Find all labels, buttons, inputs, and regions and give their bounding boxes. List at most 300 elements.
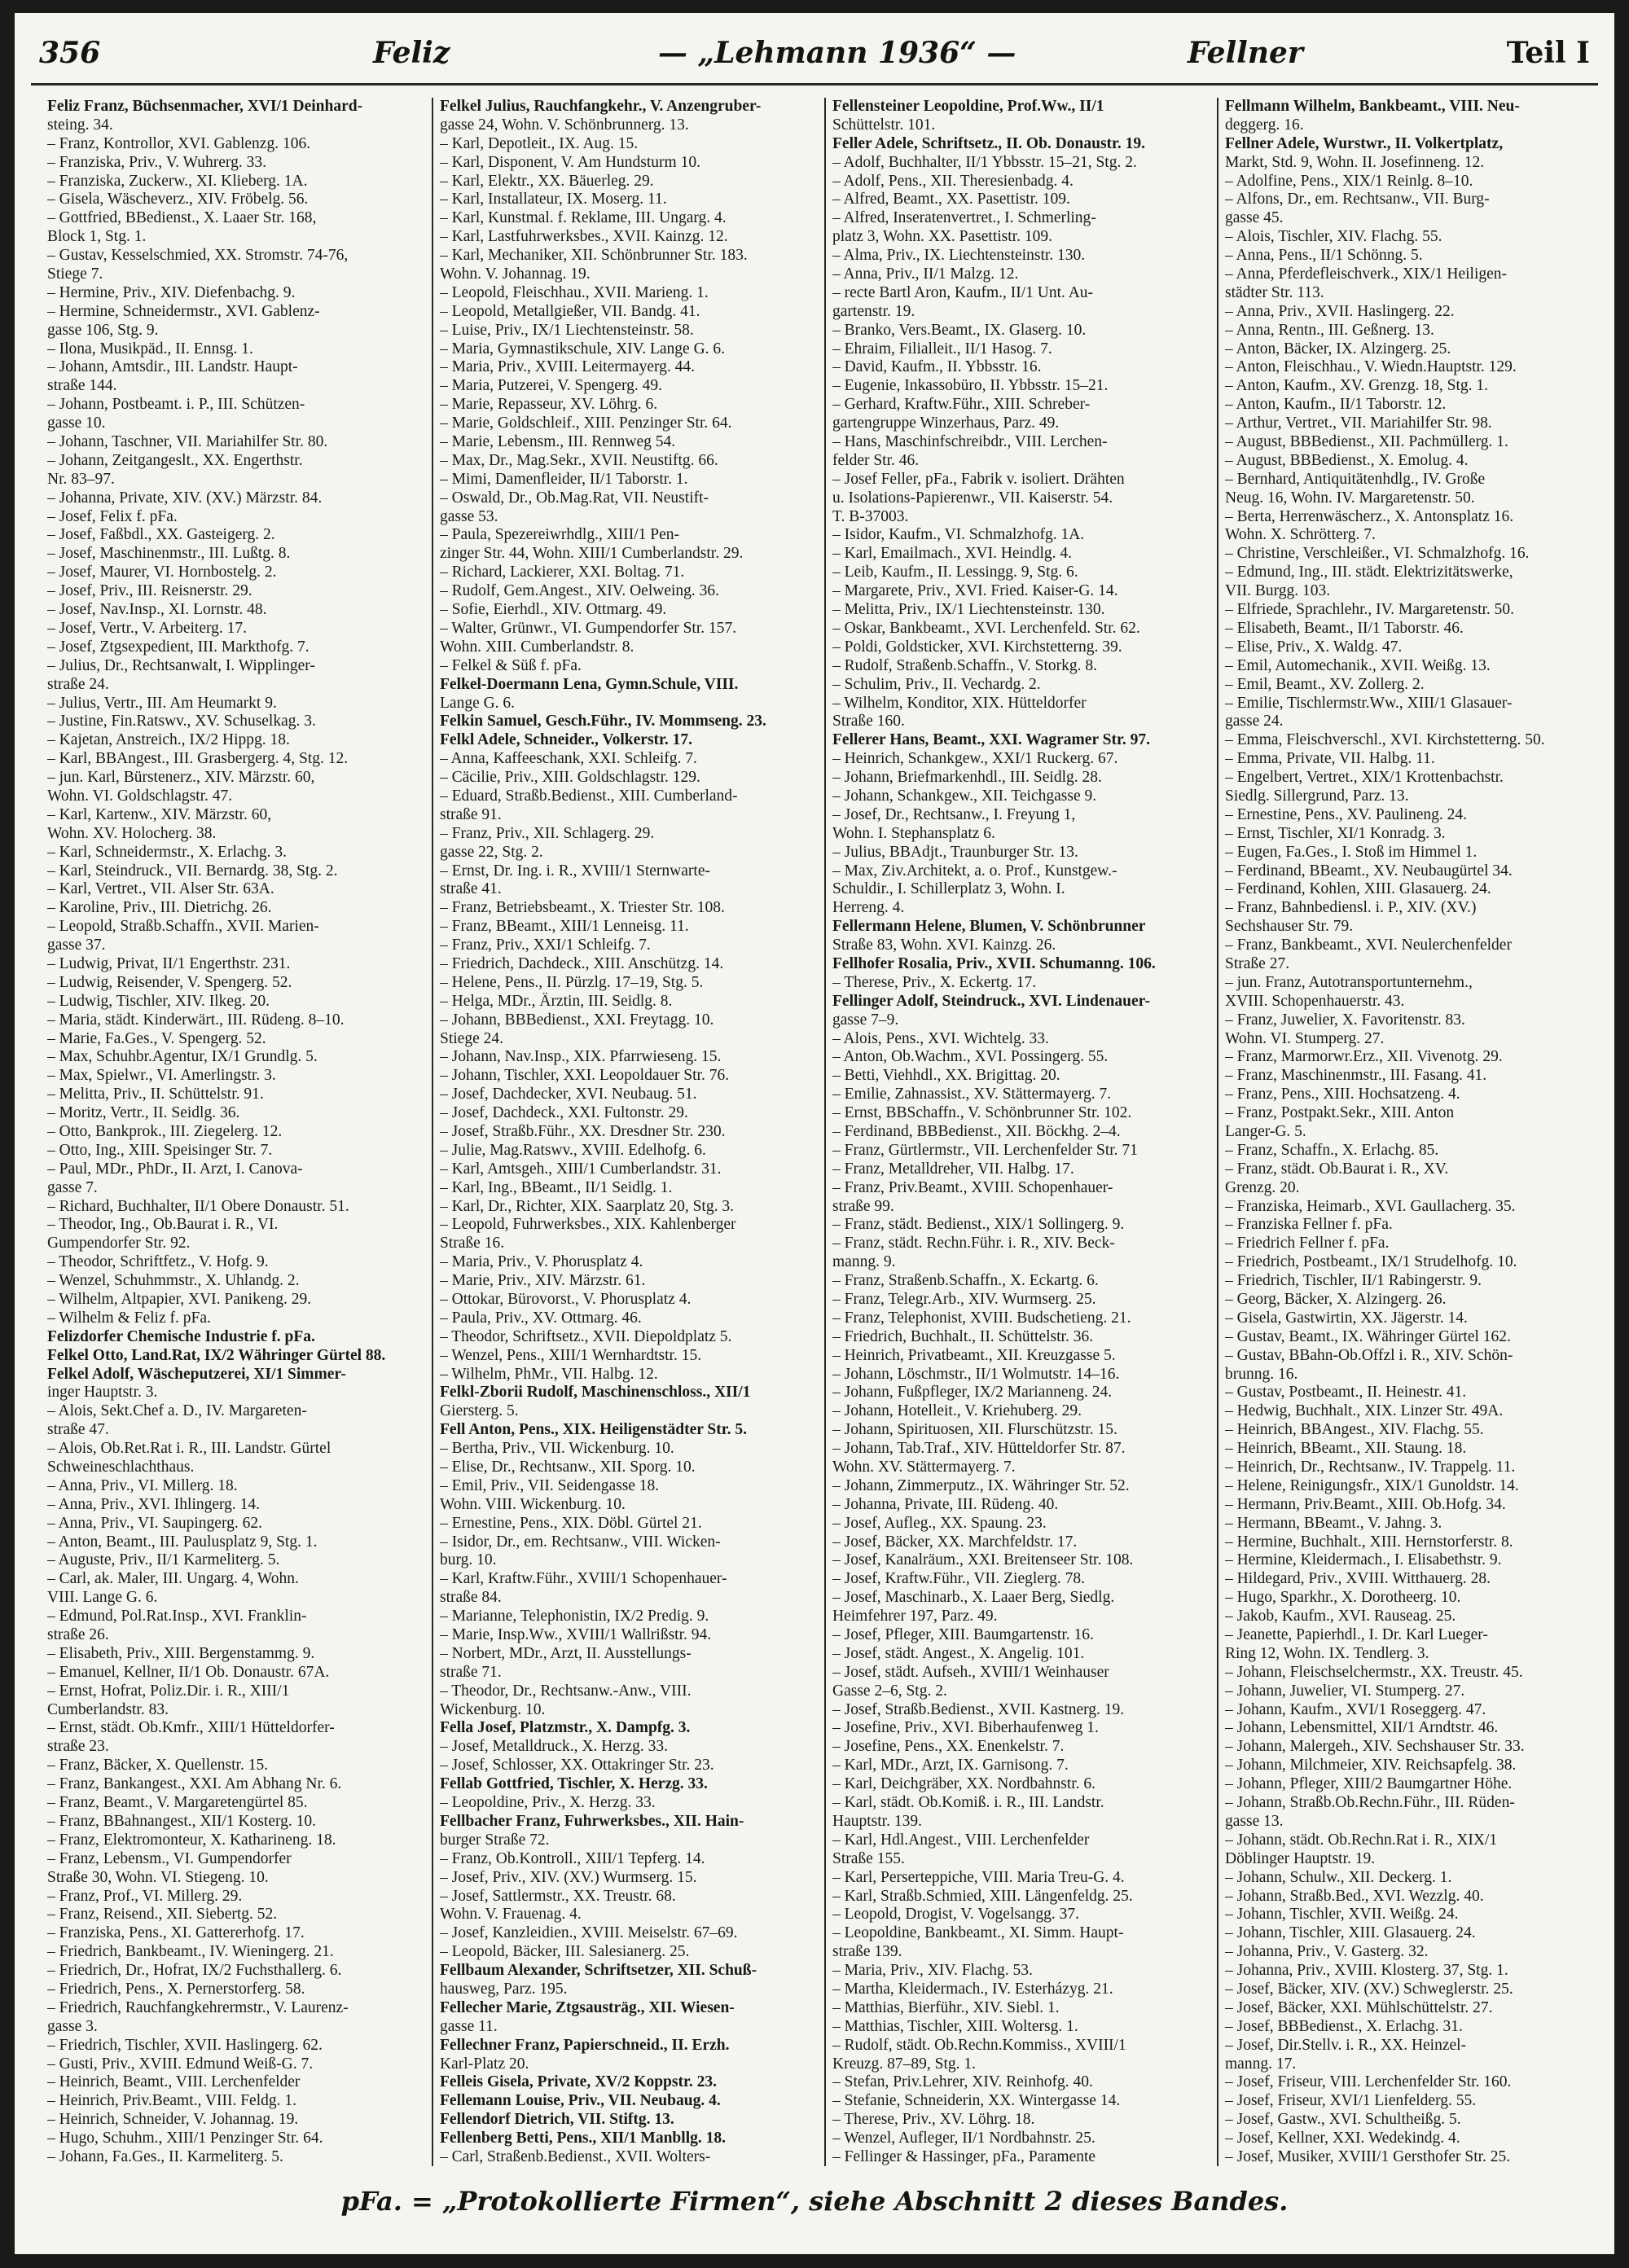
entry-line: – Max, Dr., Mag.Sekr., XVII. Neustiftg. 66.: [440, 451, 718, 469]
entry-heading: Felkel Julius, Rauchfangkehr., V. Anzengruber-: [440, 98, 762, 115]
entry-line: – August, BBBedienst., XII. Pachmüllerg. 1.: [1225, 433, 1508, 451]
entry-line: – Rudolf, städt. Ob.Rechn.Kommiss., XVIII/1: [832, 2036, 1126, 2054]
entry-line: – Matthias, Tischler, XIII. Woltersg. 1.: [832, 2017, 1078, 2035]
entry-line: – Ernst, Tischler, XI/1 Konradg. 3.: [1225, 824, 1446, 842]
entry-line: – Josef, Friseur, XVI/1 Lienfelderg. 55.: [1225, 2092, 1477, 2110]
entry-line: – Isidor, Dr., em. Rechtsanw., VIII. Wicken-: [440, 1533, 721, 1551]
entry-heading: Fellhofer Rosalia, Priv., XVII. Schumanng. 106.: [832, 954, 1156, 972]
entry-line: – Anton, Kaufm., XV. Grenzg. 18, Stg. 1.: [1225, 377, 1488, 395]
column-4: [1217, 98, 1598, 2166]
entry-heading: Fellensteiner Leopoldine, Prof.Ww., II/1: [832, 98, 1104, 115]
entry-line: – Heinrich, BBAngest., XIV. Flachg. 55.: [1225, 1421, 1484, 1439]
entry-line: – Franz, Bankbeamt., XVI. Neulerchenfelder: [1225, 937, 1512, 954]
entry-line: – Rudolf, Straßenb.Schaffn., V. Storkg. 8.: [832, 656, 1097, 674]
entry-line: – Heinrich, Priv.Beamt., VIII. Feldg. 1.: [47, 2092, 296, 2110]
entry-line: Wohn. VI. Goldschlagstr. 47.: [47, 787, 233, 805]
entry-line: – Elise, Dr., Rechtsanw., XII. Sporg. 10.: [440, 1459, 696, 1476]
entry-line: – Stefan, Priv.Lehrer, XIV. Reinhofg. 40.: [832, 2073, 1093, 2091]
entry-line: – Josef, städt. Aufseh., XVIII/1 Weinhauser: [832, 1663, 1109, 1681]
entry-line: – Johann, städt. Ob.Rechn.Rat i. R., XIX/1: [1225, 1831, 1498, 1849]
entry-line: – Engelbert, Vertret., XIX/1 Krottenbachstr.: [1225, 769, 1504, 787]
entry-heading: Feller Adele, Schriftsetz., II. Ob. Donaustr. 19.: [832, 134, 1146, 152]
entry-line: – Franz, Betriebsbeamt., X. Triester Str. 108.: [440, 899, 725, 917]
entry-line: – Eugenie, Inkassobüro, II. Ybbsstr. 15–21.: [832, 377, 1109, 395]
entry-line: – Johann, Straßb.Ob.Rechn.Führ., III. Rüden-: [1225, 1794, 1515, 1812]
entry-line: – Ernst, Hofrat, Poliz.Dir. i. R., XIII/1: [47, 1682, 290, 1700]
entry-line: – Franz, Telephonist, XVIII. Budschetieng. 21.: [832, 1309, 1131, 1327]
entry-line: – Johann, Taschner, VII. Mariahilfer Str. 80.: [47, 433, 328, 451]
entry-line: straße 139.: [832, 1943, 902, 1961]
entry-heading: Fellbacher Franz, Fuhrwerksbes., XII. Hain-: [440, 1812, 744, 1830]
entry-line: – Friedrich, Dachdeck., XIII. Anschützg. 14.: [440, 954, 724, 972]
entry-line: – Josef, Musiker, XVIII/1 Gersthofer Str. 25.: [1225, 2147, 1511, 2165]
entry-line: – Anna, Priv., XVII. Haslingerg. 22.: [1225, 302, 1455, 320]
entry-line: – Leopold, Bäcker, III. Salesianerg. 25.: [440, 1943, 690, 1961]
entry-line: – Franziska, Heimarb., XVI. Gaullacherg. 35.: [1225, 1197, 1516, 1215]
entry-line: – Anna, Priv., II/1 Malzg. 12.: [832, 265, 1019, 283]
entry-line: – Heinrich, Schankgew., XXI/1 Ruckerg. 67.: [832, 750, 1118, 768]
entry-line: Gumpendorfer Str. 92.: [47, 1235, 191, 1252]
entry-line: – Theodor, Schriftfetz., V. Hofg. 9.: [47, 1253, 269, 1271]
entry-line: – Karl, Kunstmal. f. Reklame, III. Ungarg. 4.: [440, 209, 727, 227]
entry-line: Schüttelstr. 101.: [832, 116, 936, 134]
entry-line: – Hans, Maschinfschreibdr., VIII. Lerchen-: [832, 433, 1108, 451]
entry-line: Langer-G. 5.: [1225, 1122, 1306, 1140]
entry-line: – Ilona, Musikpäd., II. Ennsg. 1.: [47, 340, 253, 358]
entry-line: – Anna, Priv., XVI. Ihlingerg. 14.: [47, 1495, 261, 1513]
entry-line: – Karl, BBAngest., III. Grasbergerg. 4, Stg. 12.: [47, 750, 349, 768]
entry-heading: Felleis Gisela, Private, XV/2 Koppstr. 23.: [440, 2073, 717, 2091]
entry-line: Grenzg. 20.: [1225, 1178, 1300, 1196]
entry-line: Wohn. XV. Holocherg. 38.: [47, 824, 217, 842]
entry-line: – Josef, Kanzleidien., XVIII. Meiselstr. 67–69.: [440, 1924, 738, 1942]
header-rule: [31, 83, 1598, 86]
entry-line: Schuldir., I. Schillerplatz 3, Wohn. I.: [832, 880, 1065, 898]
entry-heading: Fella Josef, Platzmstr., X. Dampfg. 3.: [440, 1719, 691, 1737]
entry-line: – Maria, städt. Kinderwärt., III. Rüdeng. 8–10.: [47, 1011, 345, 1029]
entry-line: – Karl, Mechaniker, XII. Schönbrunner Str. 183.: [440, 247, 748, 265]
entry-heading: Fellner Adele, Wurstwr., II. Volkertplatz,: [1225, 134, 1504, 152]
entry-line: – Ernst, BBSchaffn., V. Schönbrunner Str. 102.: [832, 1104, 1132, 1122]
entry-line: – recte Bartl Aron, Kaufm., II/1 Unt. Au-: [832, 283, 1094, 301]
column-2: [432, 98, 813, 2166]
entry-line: – Franz, Juwelier, X. Favoritenstr. 83.: [1225, 1011, 1465, 1029]
entry-line: – Josef, Friseur, VIII. Lerchenfelder Str. 160.: [1225, 2073, 1512, 2091]
entry-line: u. Isolations-Papierenwr., VII. Kaiserstr. 54.: [832, 489, 1113, 507]
entry-line: Wohn. V. Frauenag. 4.: [440, 1906, 582, 1924]
entry-line: – Karoline, Priv., III. Dietrichg. 26.: [47, 899, 272, 917]
entry-line: – Karl, Schneidermstr., X. Erlachg. 3.: [47, 843, 288, 861]
entry-line: – Ferdinand, BBeamt., XV. Neubaugürtel 34.: [1225, 862, 1513, 880]
entry-line: – Karl, Deichgräber, XX. Nordbahnstr. 6.: [832, 1775, 1096, 1793]
entry-line: – Johann, Nav.Insp., XIX. Pfarrwieseng. 15.: [440, 1048, 722, 1066]
entry-line: – Franz, Ob.Kontroll., XIII/1 Tepferg. 14.: [440, 1849, 705, 1867]
entry-line: – Johann, Fleischselchermstr., XX. Treustr. 45.: [1225, 1663, 1523, 1681]
entry-line: – Elisabeth, Beamt., II/1 Taborstr. 46.: [1225, 619, 1464, 637]
page-number: 356: [39, 36, 101, 70]
entry-line: – Johann, Schankgew., XII. Teichgasse 9.: [832, 787, 1097, 805]
entry-line: – Leib, Kaufm., II. Lessingg. 9, Stg. 6.: [832, 564, 1078, 581]
entry-line: – Josef, Maschinenmstr., III. Lußtg. 8.: [47, 545, 291, 563]
entry-line: – Ferdinand, BBBedienst., XII. Böckhg. 2–4.: [832, 1122, 1121, 1140]
entry-line: inger Hauptstr. 3.: [47, 1384, 158, 1402]
entry-line: – Emil, Beamt., XV. Zollerg. 2.: [1225, 675, 1425, 693]
entry-line: Siedlg. Sillergrund, Parz. 13.: [1225, 787, 1409, 805]
entry-line: – Alois, Pens., XVI. Wichtelg. 33.: [832, 1029, 1049, 1047]
entry-line: – Edmund, Pol.Rat.Insp., XVI. Franklin-: [47, 1608, 307, 1625]
entry-line: – Gottfried, BBedienst., X. Laaer Str. 168,: [47, 209, 317, 227]
entry-line: Wohn. XIII. Cumberlandstr. 8.: [440, 638, 634, 656]
entry-line: – Branko, Vers.Beamt., IX. Glaserg. 10.: [832, 321, 1087, 339]
part-label: Teil I: [1506, 36, 1590, 70]
entry-line: – Karl, Vertret., VII. Alser Str. 63A.: [47, 880, 274, 898]
entry-line: – Helene, Pens., II. Pürzlg. 17–19, Stg. 5.: [440, 973, 704, 991]
entry-line: – Emilie, Tischlermstr.Ww., XIII/1 Glasauer-: [1225, 694, 1513, 712]
entry-line: – Hermine, Priv., XIV. Diefenbachg. 9.: [47, 283, 296, 301]
entry-line: – Josef, Pfleger, XIII. Baumgartenstr. 16.: [832, 1626, 1094, 1644]
entry-line: – Franz, Priv., XXI/1 Schleifg. 7.: [440, 937, 651, 954]
entry-line: – Theodor, Dr., Rechtsanw.-Anw., VIII.: [440, 1682, 692, 1700]
entry-line: – Wenzel, Schuhmmstr., X. Uhlandg. 2.: [47, 1272, 300, 1290]
entry-line: – Marie, Fa.Ges., V. Spengerg. 52.: [47, 1029, 266, 1047]
entry-line: – Theodor, Schriftsetz., XVII. Diepoldplatz 5.: [440, 1327, 732, 1345]
entry-line: gasse 53.: [440, 507, 498, 525]
entry-line: straße 71.: [440, 1663, 502, 1681]
entry-line: – Anna, Kaffeeschank, XXI. Schleifg. 7.: [440, 750, 697, 768]
entry-line: straße 26.: [47, 1626, 109, 1644]
entry-line: – Johann, Straßb.Bed., XVI. Wezzlg. 40.: [1225, 1887, 1484, 1905]
entry-line: – Martha, Kleidermach., IV. Esterházyg. 21.: [832, 1980, 1113, 1998]
entry-line: – Wilhelm, Altpapier, XVI. Panikeng. 29.: [47, 1291, 312, 1308]
entry-line: – Franz, Bahnbediensl. i. P., XIV. (XV.): [1225, 899, 1477, 917]
entry-line: – Friedrich, Bankbeamt., IV. Wieningerg. 21.: [47, 1943, 334, 1961]
entry-line: – Carl, ak. Maler, III. Ungarg. 4, Wohn.: [47, 1570, 299, 1588]
entry-line: – Marie, Priv., XIV. Märzstr. 61.: [440, 1272, 646, 1290]
entry-line: manng. 17.: [1225, 2055, 1297, 2073]
entry-line: – Alois, Tischler, XIV. Flachg. 55.: [1225, 228, 1442, 246]
entry-line: – Friedrich, Buchhalt., II. Schüttelstr. 36.: [832, 1327, 1094, 1345]
entry-line: – Josef, BBBedienst., X. Erlachg. 31.: [1225, 2017, 1463, 2035]
entry-line: – Maria, Priv., V. Phorusplatz 4.: [440, 1253, 643, 1271]
entry-line: – Karl, städt. Ob.Komiß. i. R., III. Landstr.: [832, 1794, 1104, 1812]
entry-line: Wickenburg. 10.: [440, 1700, 546, 1718]
entry-line: – Berta, Herrenwäscherz., X. Antonsplatz 16.: [1225, 507, 1514, 525]
entry-heading: Fellermann Helene, Blumen, V. Schönbrunner: [832, 918, 1146, 936]
entry-heading: Felkel Otto, Land.Rat, IX/2 Währinger Gürtel 88.: [47, 1346, 386, 1364]
entry-line: – Adolfine, Pens., XIX/1 Reinlg. 8–10.: [1225, 172, 1473, 190]
entry-line: – Alois, Sekt.Chef a. D., IV. Margareten-: [47, 1402, 307, 1420]
entry-line: – Johann, Löschmstr., II/1 Wolmutstr. 14–16.: [832, 1365, 1120, 1383]
entry-line: Stiege 24.: [440, 1029, 503, 1047]
entry-line: – Karl, Kartenw., XIV. Märzstr. 60,: [47, 805, 272, 823]
entry-line: Kreuzg. 87–89, Stg. 1.: [832, 2055, 977, 2073]
entry-line: – Josef, Maschinarb., X. Laaer Berg, Siedlg.: [832, 1589, 1115, 1607]
entry-line: – Josef, Kanalräum., XXI. Breitenseer Str. 108.: [832, 1551, 1134, 1569]
entry-line: – Josef, Bäcker, XIV. (XV.) Schweglerstr. 25.: [1225, 1980, 1513, 1998]
entry-line: – Wilhelm & Feliz f. pFa.: [47, 1309, 211, 1327]
entry-line: – Josef, Kellner, XXI. Wedekindg. 4.: [1225, 2130, 1460, 2147]
entry-line: gasse 106, Stg. 9.: [47, 321, 159, 339]
entry-line: – Friedrich Fellner f. pFa.: [1225, 1235, 1390, 1252]
entry-line: – Ottokar, Bürovorst., V. Phorusplatz 4.: [440, 1291, 692, 1308]
entry-heading: Fellab Gottfried, Tischler, X. Herzg. 33.: [440, 1775, 708, 1793]
entry-line: – Heinrich, Schneider, V. Johannag. 19.: [47, 2111, 299, 2129]
footer-note: pFa. = „Protokollierte Firmen“, siehe Abschnitt 2 dieses Bandes.: [340, 2186, 1289, 2217]
entry-line: – Max, Spielwr., VI. Amerlingstr. 3.: [47, 1067, 276, 1085]
entry-line: – Therese, Priv., X. Eckertg. 17.: [832, 973, 1037, 991]
entry-line: straße 91.: [440, 805, 502, 823]
entry-line: – Johanna, Private, XIV. (XV.) Märzstr. 84.: [47, 489, 323, 507]
entry-line: – Franz, städt. Ob.Baurat i. R., XV.: [1225, 1160, 1449, 1178]
entry-line: – Franz, Lebensm., VI. Gumpendorfer: [47, 1849, 292, 1867]
entry-line: – Anton, Ob.Wachm., XVI. Possingerg. 55.: [832, 1048, 1109, 1066]
entry-line: – Richard, Buchhalter, II/1 Obere Donaustr. 51.: [47, 1197, 349, 1215]
entry-line: – Karl, Steindruck., VII. Bernardg. 38, Stg. 2.: [47, 862, 338, 880]
entry-line: gartengruppe Winzerhaus, Parz. 49.: [832, 415, 1060, 432]
entry-line: Straße 83, Wohn. XVI. Kainzg. 26.: [832, 937, 1056, 954]
entry-line: – Emil, Priv., VII. Seidengasse 18.: [440, 1476, 660, 1494]
entry-line: Wohn. XV. Stättermayerg. 7.: [832, 1459, 1016, 1476]
entry-line: straße 47.: [47, 1421, 109, 1439]
entry-line: Wohn. I. Stephansplatz 6.: [832, 824, 995, 842]
columns: [47, 98, 1598, 2166]
entry-heading: Felkel-Doermann Lena, Gymn.Schule, VIII.: [440, 675, 739, 693]
entry-line: – Carl, Straßenb.Bedienst., XVII. Wolters-: [440, 2147, 711, 2165]
entry-line: – Isidor, Kaufm., VI. Schmalzhofg. 1A.: [832, 526, 1085, 544]
entry-line: – Franz, BBahnangest., XII/1 Kosterg. 10.: [47, 1812, 317, 1830]
entry-line: – David, Kaufm., II. Ybbsstr. 16.: [832, 358, 1042, 376]
entry-line: – Leopold, Metallgießer, VII. Bandg. 41.: [440, 302, 700, 320]
entry-line: – Johann, Hotelleit., V. Kriehuberg. 29.: [832, 1402, 1082, 1420]
entry-line: Gasse 2–6, Stg. 2.: [832, 1682, 947, 1700]
entry-line: gasse 24, Wohn. V. Schönbrunnerg. 13.: [440, 116, 689, 134]
entry-line: – Otto, Bankprok., III. Ziegelerg. 12.: [47, 1122, 283, 1140]
entry-line: – Betti, Viehhdl., XX. Brigittag. 20.: [832, 1067, 1060, 1085]
entry-line: – Walter, Grünwr., VI. Gumpendorfer Str. 157.: [440, 619, 737, 637]
entry-line: – Alfons, Dr., em. Rechtsanw., VII. Burg-: [1225, 191, 1490, 208]
entry-line: – Johann, Milchmeier, XIV. Reichsapfelg. 38.: [1225, 1757, 1517, 1774]
entry-line: – Therese, Priv., XV. Löhrg. 18.: [832, 2111, 1035, 2129]
entry-line: – Julie, Mag.Ratswv., XVIII. Edelhofg. 6.: [440, 1141, 706, 1159]
entry-line: – Franz, Metalldreher, VII. Halbg. 17.: [832, 1160, 1074, 1178]
entry-line: – Karl, Perserteppiche, VIII. Maria Treu-G. 4.: [832, 1868, 1125, 1886]
entry-line: gasse 7–9.: [832, 1011, 899, 1029]
entry-line: – Eduard, Straßb.Bedienst., XIII. Cumberland-: [440, 787, 738, 805]
entry-heading: Fellinger Adolf, Steindruck., XVI. Lindenauer-: [832, 992, 1151, 1010]
entry-line: – Josef, Metalldruck., X. Herzg. 33.: [440, 1738, 668, 1756]
entry-line: – Hermann, Priv.Beamt., XIII. Ob.Hofg. 34.: [1225, 1495, 1506, 1513]
entry-line: – Alma, Priv., IX. Liechtensteinstr. 130.: [832, 247, 1086, 265]
first-entry-word: Feliz: [373, 36, 450, 70]
entry-line: – Johann, Briefmarkenhdl., III. Seidlg. 28.: [832, 769, 1102, 787]
entry-line: – Gisela, Gastwirtin, XX. Jägerstr. 14.: [1225, 1309, 1468, 1327]
entry-line: – Karl, Dr., Richter, XIX. Saarplatz 20, Stg. 3.: [440, 1197, 734, 1215]
entry-heading: Felkl-Zborii Rudolf, Maschinenschloss., XII/1: [440, 1384, 751, 1402]
entry-line: – Gisela, Wäscheverz., XIV. Fröbelg. 56.: [47, 191, 309, 208]
entry-line: – Josefine, Priv., XVI. Biberhaufenweg 1.: [832, 1719, 1099, 1737]
entry-line: – Ludwig, Reisender, V. Spengerg. 52.: [47, 973, 292, 991]
entry-line: – Ludwig, Privat, II/1 Engerthstr. 231.: [47, 954, 291, 972]
entry-line: – Alfred, Beamt., XX. Pasettistr. 109.: [832, 191, 1070, 208]
entry-line: Hauptstr. 139.: [832, 1812, 922, 1830]
entry-line: – Hedwig, Buchhalt., XIX. Linzer Str. 49A.: [1225, 1402, 1504, 1420]
column-1: [47, 98, 420, 2166]
entry-line: Wohn. VIII. Wickenburg. 10.: [440, 1495, 626, 1513]
entry-line: Straße 16.: [440, 1235, 505, 1252]
entry-line: – Paul, MDr., PhDr., II. Arzt, I. Canova-: [47, 1160, 303, 1178]
entry-line: – Josef, Dir.Stellv. i. R., XX. Heinzel-: [1225, 2036, 1467, 2054]
entry-line: – Friedrich, Tischler, II/1 Rabingerstr. 9.: [1225, 1272, 1482, 1290]
entry-line: – Karl, Depotleit., IX. Aug. 15.: [440, 134, 639, 152]
entry-line: – Moritz, Vertr., II. Seidlg. 36.: [47, 1104, 240, 1122]
entry-line: – Hermine, Buchhalt., XIII. Hernstorferstr. 8.: [1225, 1533, 1513, 1551]
entry-line: – Friedrich, Rauchfangkehrermstr., V. Laurenz-: [47, 1998, 349, 2016]
entry-line: – Karl, Emailmach., XVI. Heindlg. 4.: [832, 545, 1073, 563]
entry-line: – Jakob, Kaufm., XVI. Rauseag. 25.: [1225, 1608, 1456, 1625]
entry-line: – Alfred, Inseratenvertret., I. Schmerling-: [832, 209, 1096, 227]
entry-line: Lange G. 6.: [440, 694, 516, 712]
entry-line: – Karl, Lastfuhrwerksbes., XVII. Kainzg. 12.: [440, 228, 728, 246]
entry-line: – Leopoldine, Priv., X. Herzg. 33.: [440, 1794, 656, 1812]
entry-line: – Johann, BBBedienst., XXI. Freytagg. 10.: [440, 1011, 714, 1029]
entry-line: gasse 3.: [47, 2017, 98, 2035]
entry-line: gartenstr. 19.: [832, 302, 915, 320]
entry-line: – Kajetan, Anstreich., IX/2 Hippg. 18.: [47, 731, 290, 749]
entry-line: – August, BBBedienst., X. Emolug. 4.: [1225, 451, 1469, 469]
entry-line: – Maria, Priv., XVIII. Leitermayerg. 44.: [440, 358, 695, 376]
entry-line: – Cäcilie, Priv., XIII. Goldschlagstr. 129.: [440, 769, 700, 787]
entry-line: – Johann, Juwelier, VI. Stumperg. 27.: [1225, 1682, 1465, 1700]
entry-line: – Elise, Priv., X. Waldg. 47.: [1225, 638, 1403, 656]
entry-line: – Josef, Schlosser, XX. Ottakringer Str. 23.: [440, 1757, 714, 1774]
entry-line: – Gustav, Kesselschmied, XX. Stromstr. 74-76,: [47, 247, 349, 265]
entry-heading: Fellecher Marie, Ztgsausträg., XII. Wiesen-: [440, 1998, 735, 2016]
entry-line: – Anna, Pens., II/1 Schönng. 5.: [1225, 247, 1423, 265]
entry-line: – Josefine, Pens., XX. Enenkelstr. 7.: [832, 1738, 1065, 1756]
entry-line: – Gustav, Beamt., IX. Währinger Gürtel 162.: [1225, 1327, 1511, 1345]
entry-heading: Fellerer Hans, Beamt., XXI. Wagramer Str. 97.: [832, 731, 1150, 749]
entry-line: – Ernestine, Pens., XV. Paulineng. 24.: [1225, 805, 1467, 823]
entry-line: – Johanna, Priv., XVIII. Klosterg. 37, Stg. 1.: [1225, 1962, 1508, 1980]
entry-heading: Fellmann Wilhelm, Bankbeamt., VIII. Neu-: [1225, 98, 1520, 115]
entry-line: – Helga, MDr., Ärztin, III. Seidlg. 8.: [440, 992, 673, 1010]
entry-line: – Julius, Dr., Rechtsanwalt, I. Wipplinger-: [47, 656, 315, 674]
entry-line: – Johann, Pfleger, XIII/2 Baumgartner Höhe.: [1225, 1775, 1513, 1793]
entry-line: – Franz, Priv.Beamt., XVIII. Schopenhauer-: [832, 1178, 1113, 1196]
entry-line: – Franz, städt. Rechn.Führ. i. R., XIV. Beck-: [832, 1235, 1115, 1252]
entry-line: – Franz, Kontrollor, XVI. Gablenzg. 106.: [47, 134, 311, 152]
entry-line: deggerg. 16.: [1225, 116, 1304, 134]
entry-line: gasse 10.: [47, 415, 106, 432]
entry-line: – Josef, Dr., Rechtsanw., I. Freyung 1,: [832, 805, 1076, 823]
entry-line: – Franz, Marmorwr.Erz., XII. Vivenotg. 29.: [1225, 1048, 1503, 1066]
entry-line: – Josef, Felix f. pFa.: [47, 507, 178, 525]
entry-line: – Gustav, BBahn-Ob.Offzl i. R., XIV. Schön-: [1225, 1346, 1513, 1364]
entry-line: – Anton, Kaufm., II/1 Taborstr. 12.: [1225, 396, 1447, 414]
entry-line: – Johann, Zimmerputz., IX. Währinger Str. 52.: [832, 1476, 1130, 1494]
entry-line: – Franz, Bäcker, X. Quellenstr. 15.: [47, 1757, 269, 1774]
entry-line: gasse 7.: [47, 1178, 98, 1196]
entry-heading: Felkl Adele, Schneider., Volkerstr. 17.: [440, 731, 693, 749]
entry-line: – Josef, städt. Angest., X. Angelig. 101.: [832, 1644, 1085, 1662]
entry-line: – Wilhelm, Konditor, XIX. Hütteldorfer: [832, 694, 1087, 712]
entry-line: – Karl, Amtsgeh., XIII/1 Cumberlandstr. 31.: [440, 1160, 722, 1178]
entry-line: – Karl, Straßb.Schmied, XIII. Längenfeldg. 25.: [832, 1887, 1133, 1905]
entry-line: – Franz, Elektromonteur, X. Katharineng. 18.: [47, 1831, 336, 1849]
entry-line: – Felkel & Süß f. pFa.: [440, 656, 582, 674]
entry-line: – Franz, Beamt., V. Margaretengürtel 85.: [47, 1794, 308, 1812]
entry-line: straße 144.: [47, 377, 117, 395]
entry-line: – Max, Ziv.Architekt, a. o. Prof., Kunstgew.-: [832, 862, 1117, 880]
entry-line: – Franz, Prof., VI. Millerg. 29.: [47, 1887, 243, 1905]
entry-line: brunng. 16.: [1225, 1365, 1298, 1383]
entry-line: Wohn. V. Johannag. 19.: [440, 265, 591, 283]
entry-line: – Rudolf, Gem.Angest., XIV. Oelweing. 36.: [440, 582, 720, 600]
entry-line: – Friedrich, Postbeamt., IX/1 Strudelhofg. 10.: [1225, 1253, 1517, 1271]
entry-line: – Oswald, Dr., Ob.Mag.Rat, VII. Neustift-: [440, 489, 709, 507]
entry-line: – Franz, Gürtlermstr., VII. Lerchenfelder Str. 71: [832, 1141, 1138, 1159]
entry-line: – Franz, Priv., XII. Schlagerg. 29.: [440, 824, 655, 842]
publication-title: — „Lehmann 1936“ —: [658, 36, 1016, 70]
entry-line: – Leopoldine, Bankbeamt., XI. Simm. Haupt-: [832, 1924, 1124, 1942]
entry-line: – Karl, Elektr., XX. Bäuerleg. 29.: [440, 172, 654, 190]
entry-line: – Adolf, Buchhalter, II/1 Ybbsstr. 15–21, Stg. 2.: [832, 153, 1137, 171]
entry-heading: Fellendorf Dietrich, VII. Stiftg. 13.: [440, 2111, 674, 2129]
entry-line: – Emma, Fleischverschl., XVI. Kirchstetterng. 50.: [1225, 731, 1545, 749]
entry-line: Döblinger Hauptstr. 19.: [1225, 1849, 1376, 1867]
entry-line: – Maria, Putzerei, V. Spengerg. 49.: [440, 377, 662, 395]
entry-line: – Emanuel, Kellner, II/1 Ob. Donaustr. 67A.: [47, 1663, 330, 1681]
entry-line: Straße 30, Wohn. VI. Stiegeng. 10.: [47, 1868, 269, 1886]
entry-line: – Bertha, Priv., VII. Wickenburg. 10.: [440, 1440, 674, 1458]
entry-line: – Josef Feller, pFa., Fabrik v. isoliert. Drähten: [832, 470, 1125, 488]
entry-line: burg. 10.: [440, 1551, 497, 1569]
entry-line: hausweg, Parz. 195.: [440, 1980, 568, 1998]
entry-line: – Franz, Pens., XIII. Hochsatzeng. 4.: [1225, 1086, 1460, 1103]
entry-line: – Franz, Postpakt.Sekr., XIII. Anton: [1225, 1104, 1455, 1122]
entry-line: – Marie, Insp.Ww., XVIII/1 Wallrißstr. 94.: [440, 1626, 712, 1644]
entry-line: – Marie, Lebensm., III. Rennweg 54.: [440, 433, 676, 451]
entry-line: – Franziska Fellner f. pFa.: [1225, 1216, 1393, 1234]
entry-line: – Johann, Tischler, XXI. Leopoldauer Str. 76.: [440, 1067, 730, 1085]
entry-line: – Josef, Priv., XIV. (XV.) Wurmserg. 15.: [440, 1868, 697, 1886]
entry-line: – Karl, Installateur, IX. Moserg. 11.: [440, 191, 667, 208]
entry-line: Stiege 7.: [47, 265, 103, 283]
entry-line: – Paula, Priv., XV. Ottmarg. 46.: [440, 1309, 642, 1327]
entry-line: gasse 11.: [440, 2017, 498, 2035]
entry-line: felder Str. 46.: [832, 451, 920, 469]
entry-line: – Ehraim, Filialleit., II/1 Hasog. 7.: [832, 340, 1052, 358]
entry-line: – Johanna, Private, III. Rüdeng. 40.: [832, 1495, 1059, 1513]
entry-line: Nr. 83–97.: [47, 470, 115, 488]
entry-line: – Johann, Fa.Ges., II. Karmeliterg. 5.: [47, 2147, 283, 2165]
entry-line: – Ernestine, Pens., XIX. Döbl. Gürtel 21.: [440, 1514, 702, 1532]
entry-line: – Josef, Priv., III. Reisnerstr. 29.: [47, 582, 252, 600]
directory-page: [15, 13, 1614, 2254]
entry-line: – Anna, Priv., VI. Saupingerg. 62.: [47, 1514, 262, 1532]
entry-line: – Friedrich, Dr., Hofrat, IX/2 Fuchsthallerg. 6.: [47, 1962, 342, 1980]
entry-line: – Christine, Verschleißer., VI. Schmalzhofg. 16.: [1225, 545, 1530, 563]
entry-line: – Heinrich, Dr., Rechtsanw., IV. Trappelg. 11.: [1225, 1459, 1516, 1476]
entry-line: – Julius, Vertr., III. Am Heumarkt 9.: [47, 694, 277, 712]
entry-line: – Johann, Malergeh., XIV. Sechshauser Str. 33.: [1225, 1738, 1525, 1756]
entry-line: – Johann, Tab.Traf., XIV. Hütteldorfer Str. 87.: [832, 1440, 1126, 1458]
entry-line: – Franziska, Priv., V. Wuhrerg. 33.: [47, 153, 266, 171]
entry-line: T. B-37003.: [832, 507, 909, 525]
entry-line: – Schulim, Priv., II. Vechardg. 2.: [832, 675, 1041, 693]
entry-line: – Franz, Telegr.Arb., XIV. Wurmserg. 25.: [832, 1291, 1096, 1308]
entry-line: – Bernhard, Antiquitätenhdlg., IV. Große: [1225, 470, 1486, 488]
